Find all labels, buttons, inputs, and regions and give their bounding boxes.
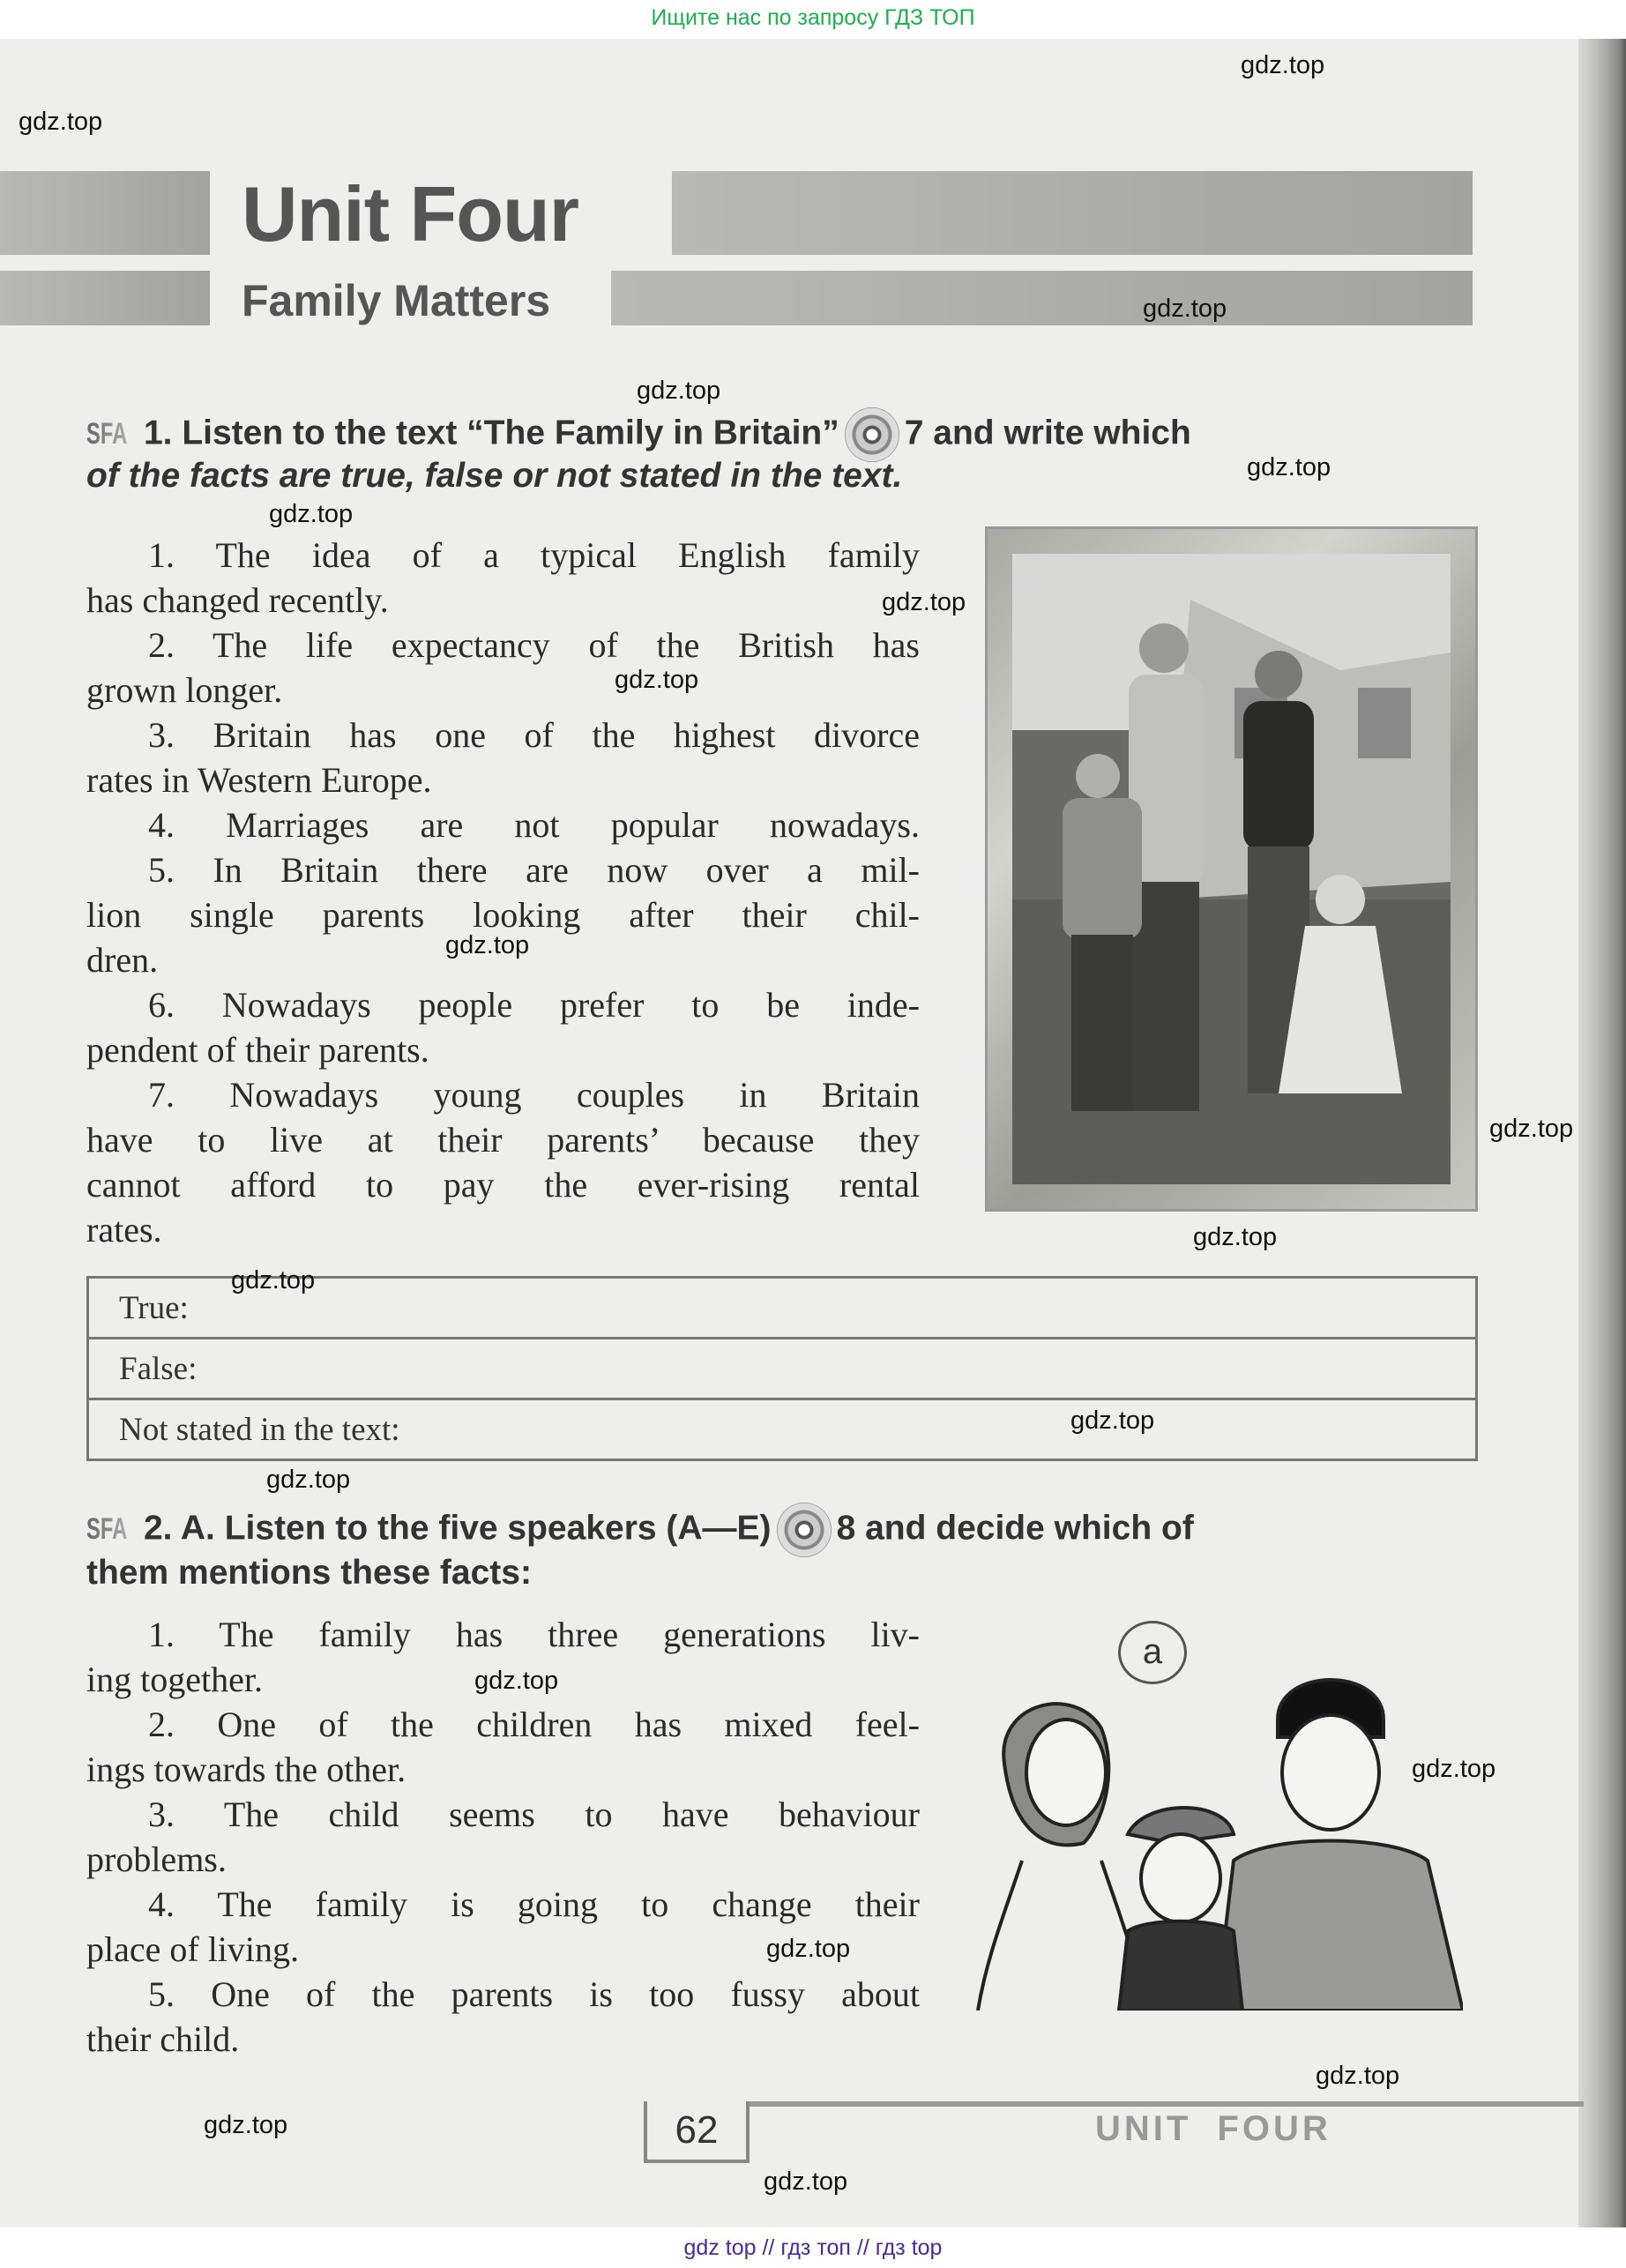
picture-label-a: a: [1118, 1621, 1187, 1684]
statement-line: rates.: [86, 1210, 162, 1250]
watermark: gdz.top: [1247, 453, 1331, 481]
watermark: gdz.top: [1316, 2062, 1400, 2090]
exercise1-header-line2: of the facts are true, false or not stated in the text.: [86, 457, 903, 495]
watermark: gdz.top: [766, 1935, 851, 1963]
cd-audio-icon[interactable]: [845, 407, 899, 462]
statement-line: grown longer.: [86, 670, 283, 710]
statement-line: lion single parents looking after their chil-: [86, 895, 920, 935]
statement-line: 7. Nowadays young couples in Britain: [148, 1075, 920, 1115]
family-cartoon: [969, 1667, 1463, 2011]
watermark: gdz.top: [615, 666, 699, 694]
watermark: gdz.top: [445, 931, 530, 959]
watermark: gdz.top: [19, 108, 103, 136]
statement-line: 4. Marriages are not popular nowadays.: [148, 805, 920, 845]
statement-line: dren.: [86, 940, 159, 980]
watermark: gdz.top: [204, 2111, 288, 2139]
false-row-label: False:: [88, 1339, 1477, 1399]
statement-line: cannot afford to pay the ever-rising rental: [86, 1165, 920, 1205]
statement-line: 3. The child seems to have behaviour: [148, 1794, 920, 1834]
sfa-icon: SFA: [86, 417, 128, 451]
watermark: gdz.top: [1241, 51, 1325, 79]
page-edge: [1578, 39, 1626, 2227]
statement-line: their child.: [86, 2019, 240, 2059]
title-bar-left: [0, 171, 210, 255]
watermark: gdz.top: [266, 1466, 351, 1494]
title-bar-right: [672, 171, 1473, 255]
cd-audio-icon[interactable]: [777, 1503, 832, 1557]
not-stated-row-label: Not stated in the text:: [88, 1399, 1477, 1460]
statement-line: 1. The idea of a typical English family: [148, 535, 920, 575]
subtitle-bar-left: [0, 271, 210, 325]
statement-line: 3. Britain has one of the highest divorce: [148, 715, 920, 755]
page-number: 62: [644, 2101, 750, 2163]
statement-line: 2. The life expectancy of the British has: [148, 625, 920, 665]
watermark: gdz.top: [1412, 1755, 1496, 1783]
watermark: gdz.top: [1143, 295, 1227, 323]
statement-line: rates in Western Europe.: [86, 760, 432, 800]
exercise1-track: 7 and write which: [904, 414, 1191, 452]
exercise1-statements: [86, 533, 920, 1252]
subtitle-bar-right: [611, 271, 1473, 325]
statement-line: 2. One of the children has mixed feel-: [148, 1705, 920, 1744]
bottom-banner-link[interactable]: gdz top // гдз топ // гдз top: [683, 2235, 943, 2260]
statement-line: place of living.: [86, 1929, 300, 1969]
watermark: gdz.top: [474, 1667, 559, 1695]
watermark: gdz.top: [1489, 1115, 1574, 1143]
statement-line: problems.: [86, 1839, 227, 1879]
bottom-banner: [0, 2227, 1626, 2268]
exercise2-header-line1: [86, 1503, 1194, 1557]
footer-rule: [644, 2101, 1584, 2107]
exercise2-header-line2: them mentions these facts:: [86, 1554, 532, 1592]
statement-line: pendent of their parents.: [86, 1030, 429, 1070]
statement-line: have to live at their parents’ because they: [86, 1120, 920, 1160]
statement-line: 5. In Britain there are now over a mil-: [148, 850, 920, 890]
statement-line: 5. One of the parents is too fussy about: [148, 1974, 920, 2014]
watermark: gdz.top: [764, 2167, 848, 2196]
running-title: UNIT FOUR: [1095, 2109, 1331, 2148]
statement-line: 1. The family has three generations liv-: [148, 1615, 920, 1654]
exercise2-track: 8 and decide which of: [836, 1509, 1194, 1548]
sfa-icon: SFA: [86, 1512, 128, 1547]
answer-table: [86, 1276, 1478, 1461]
statement-line: ing together.: [86, 1660, 263, 1699]
true-row-label: True:: [88, 1278, 1477, 1339]
statement-line: ings towards the other.: [86, 1749, 406, 1789]
statement-line: has changed recently.: [86, 580, 389, 620]
family-photo-frame: [988, 529, 1475, 1209]
watermark: gdz.top: [1070, 1406, 1155, 1435]
watermark: gdz.top: [637, 377, 721, 405]
exercise1-instruction: 1. Listen to the text “The Family in Britain”: [143, 414, 839, 452]
unit-title: Unit Four: [242, 170, 579, 257]
watermark: gdz.top: [269, 500, 354, 528]
statement-line: 6. Nowadays people prefer to be inde-: [148, 985, 920, 1025]
watermark: gdz.top: [882, 588, 966, 616]
table-row: [88, 1339, 1477, 1399]
family-photo: [988, 529, 1475, 1209]
watermark: gdz.top: [1193, 1223, 1278, 1251]
watermark: gdz.top: [231, 1266, 316, 1294]
statement-line: 4. The family is going to change their: [148, 1884, 920, 1924]
exercise2-instruction: 2. A. Listen to the five speakers (A—E): [143, 1509, 772, 1548]
exercise1-header-line1: [86, 407, 1191, 462]
table-row: [88, 1399, 1477, 1460]
top-banner-text[interactable]: Ищите нас по запросу ГДЗ ТОП: [651, 5, 975, 30]
unit-subtitle: Family Matters: [242, 276, 551, 325]
top-banner: [0, 0, 1626, 39]
